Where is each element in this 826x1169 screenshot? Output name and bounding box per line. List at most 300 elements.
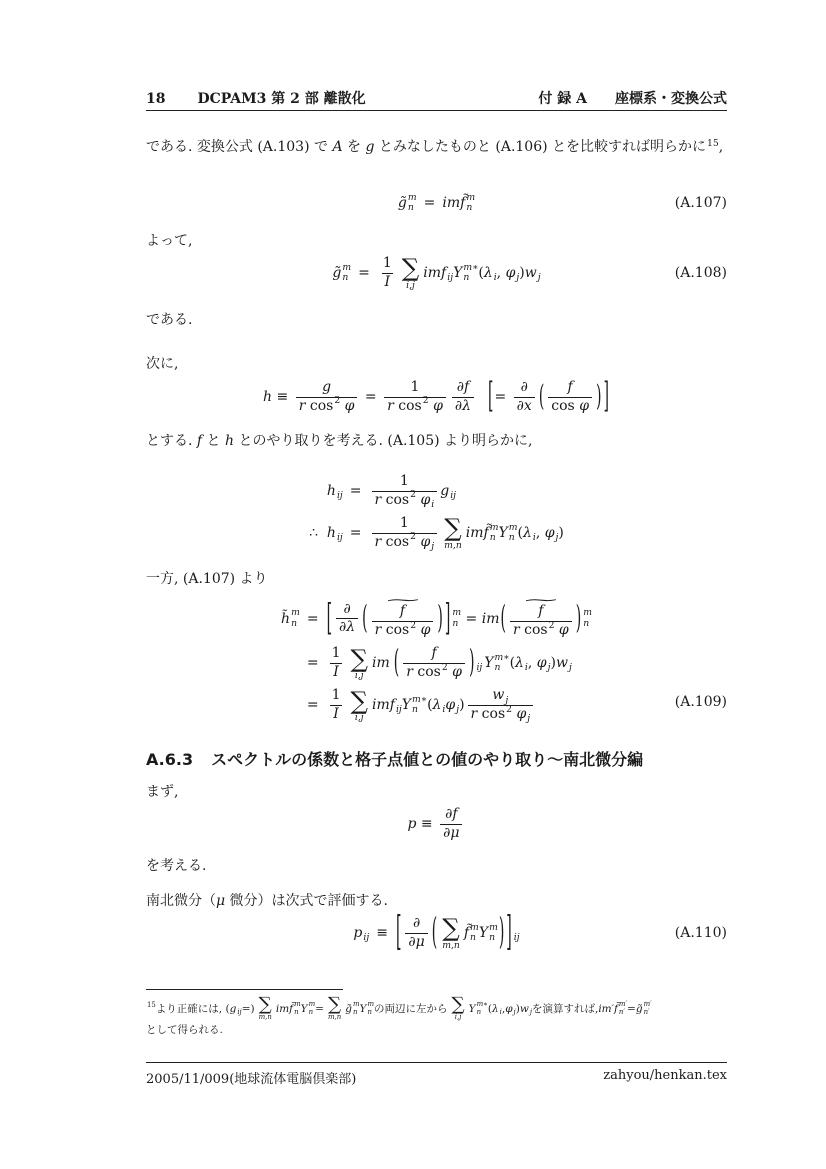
equation-hij xyxy=(146,473,727,551)
equation-relation: = xyxy=(423,195,436,212)
math-widetilde xyxy=(369,593,437,639)
math-text: ( xyxy=(517,524,523,541)
math-bracket: [ xyxy=(395,909,402,956)
math-scripted xyxy=(520,1003,532,1015)
math-sub: n xyxy=(294,1007,299,1016)
math-text: 1 xyxy=(331,687,341,704)
math-sub: j xyxy=(516,271,520,283)
sum-limits: m,n xyxy=(444,539,462,551)
math-row xyxy=(442,193,475,214)
math-row xyxy=(454,379,472,397)
math-supsub xyxy=(452,608,461,629)
math-text: cos xyxy=(305,397,334,414)
sum-operator xyxy=(259,996,272,1021)
math-text: cos xyxy=(519,621,548,638)
header-left xyxy=(146,88,366,108)
math-var: im xyxy=(481,610,500,627)
math-sup: m xyxy=(294,999,301,1008)
equation-tag: (A.108) xyxy=(674,264,727,281)
math-row xyxy=(281,608,300,629)
equation-tag: (A.109) xyxy=(674,694,727,711)
math-scripted xyxy=(523,524,536,542)
equation-relation: = xyxy=(349,482,362,499)
math-text: cos xyxy=(381,491,410,508)
math-sub: n xyxy=(494,662,501,674)
sigma-icon: ∑ xyxy=(328,994,342,1015)
math-scripted xyxy=(492,687,508,705)
math-text: ) xyxy=(550,655,556,672)
math-text: である. xyxy=(146,312,193,328)
math-scripted xyxy=(505,1003,516,1015)
math-var: φ xyxy=(544,524,555,541)
sigma-icon: ∑ xyxy=(350,685,368,715)
math-row xyxy=(514,397,535,416)
math-scripted xyxy=(582,608,592,629)
equation-a110 xyxy=(146,909,727,956)
math-row xyxy=(146,996,727,1037)
math-text: とのやり取りを考える. (A.105) より明らかに, xyxy=(234,433,533,449)
math-sup: m xyxy=(308,999,316,1008)
header-rule xyxy=(146,110,727,111)
math-var: h xyxy=(326,482,336,499)
math-sup: m xyxy=(583,607,592,619)
math-var: g xyxy=(229,1002,237,1015)
sigma-icon: ∑ xyxy=(442,913,460,943)
equation-grid xyxy=(281,593,592,725)
paragraph-mazu xyxy=(146,782,727,802)
math-sub: n xyxy=(470,932,476,943)
math-text: = xyxy=(461,610,482,627)
math-var: f̃ xyxy=(463,924,470,941)
math-var: w xyxy=(524,264,537,281)
math-scripted xyxy=(440,482,456,500)
math-row xyxy=(452,397,474,416)
math-var: p xyxy=(353,924,363,941)
equation-grid xyxy=(353,909,520,956)
math-text: cos xyxy=(412,663,441,680)
math-text: まず, xyxy=(146,784,179,800)
math-var: r xyxy=(374,491,382,508)
math-fraction xyxy=(384,379,446,415)
math-scripted xyxy=(513,927,520,943)
math-var: im′ xyxy=(598,1002,615,1015)
math-sup: 15 xyxy=(147,1000,156,1009)
math-scripted xyxy=(469,1001,488,1017)
equation-h-definition xyxy=(146,376,727,417)
math-text: 微分）は次式で評価する. xyxy=(225,893,389,909)
math-row xyxy=(146,433,533,449)
math-sup: m xyxy=(452,607,462,619)
math-fraction xyxy=(296,379,358,415)
math-supsub xyxy=(489,923,498,944)
math-row xyxy=(326,645,572,681)
math-scripted xyxy=(416,492,434,510)
math-text: , xyxy=(496,264,506,281)
math-scripted xyxy=(409,531,416,548)
math-scripted xyxy=(537,654,551,672)
math-bracket: ) xyxy=(437,600,443,637)
math-row xyxy=(309,524,343,542)
math-text: である. 変換公式 (A.103) で xyxy=(146,139,333,155)
math-sup: m xyxy=(407,192,417,203)
math-scripted xyxy=(301,1001,316,1017)
math-text: ( xyxy=(478,264,484,281)
math-row xyxy=(377,255,541,291)
math-sub: n xyxy=(352,1007,358,1016)
equation-a107 xyxy=(146,193,727,214)
math-sub: j xyxy=(537,271,541,283)
math-sub: n xyxy=(466,202,473,214)
math-scripted xyxy=(289,1001,300,1017)
equation-relation: = xyxy=(306,655,319,672)
paragraph-intro xyxy=(146,137,727,157)
math-sub: n xyxy=(367,1007,372,1016)
math-var: φ xyxy=(445,697,456,714)
math-var: f xyxy=(431,645,437,662)
equation-grid xyxy=(309,473,564,551)
math-var: r xyxy=(374,533,382,550)
math-text: , xyxy=(535,524,545,541)
math-var: f̃ xyxy=(614,1002,618,1015)
math-bracket: ] xyxy=(444,597,451,640)
math-var: φ xyxy=(416,533,431,550)
math-sub: ij xyxy=(450,489,457,501)
sum-limits: m,n xyxy=(327,1013,342,1022)
math-var: h xyxy=(225,433,235,449)
math-text: ) xyxy=(459,697,465,714)
equation-grid xyxy=(398,193,475,214)
math-scripted xyxy=(327,482,343,500)
math-var: ∂f xyxy=(445,806,458,822)
math-text: = xyxy=(315,1002,324,1015)
math-var: r xyxy=(298,397,306,414)
math-scripted xyxy=(333,395,341,412)
math-row xyxy=(146,784,178,800)
math-var: g̃ xyxy=(332,264,342,281)
paragraph-yotte xyxy=(146,231,727,251)
sum-operator xyxy=(442,913,460,951)
math-row xyxy=(327,482,343,500)
math-row xyxy=(510,621,572,640)
math-scripted xyxy=(433,696,446,714)
math-var: μ xyxy=(216,893,226,909)
math-sup: m∗ xyxy=(476,999,488,1008)
math-scripted xyxy=(515,654,528,672)
math-supsub xyxy=(353,1001,360,1017)
math-text: ) xyxy=(558,524,564,541)
math-text: 次に, xyxy=(146,356,179,372)
math-fraction xyxy=(380,255,395,291)
math-scripted xyxy=(706,137,719,155)
math-text: cos xyxy=(551,397,580,414)
math-var: g xyxy=(440,482,450,499)
math-var: f xyxy=(441,264,447,281)
math-sub: n xyxy=(508,532,515,543)
math-bracket: ( xyxy=(500,600,506,637)
page-header xyxy=(146,88,727,108)
math-row xyxy=(263,376,610,417)
math-row xyxy=(440,824,462,843)
math-var: φ xyxy=(340,397,355,414)
math-sup: 2 xyxy=(422,395,429,407)
math-supsub xyxy=(466,193,475,214)
equation-relation: = xyxy=(306,610,319,627)
sigma-icon: ∑ xyxy=(401,253,420,283)
math-bracket: ) xyxy=(498,911,505,954)
math-fraction xyxy=(514,379,535,415)
math-var: φ xyxy=(536,655,547,672)
math-sup: m xyxy=(489,521,499,533)
math-text: ( xyxy=(427,697,433,714)
math-text: 一方, (A.107) より xyxy=(146,571,268,587)
math-var: h xyxy=(326,524,336,541)
math-scripted xyxy=(614,1001,627,1017)
math-var: Y xyxy=(478,924,489,941)
math-row xyxy=(548,397,592,416)
math-var: ∂x xyxy=(516,397,532,414)
math-supsub xyxy=(619,1001,627,1017)
math-sub: j xyxy=(555,531,559,543)
math-supsub xyxy=(463,263,478,284)
math-var: φ xyxy=(512,705,527,722)
math-row xyxy=(146,356,178,372)
math-supsub xyxy=(294,1001,301,1017)
math-text: cos xyxy=(381,621,410,638)
sum-operator xyxy=(452,996,465,1021)
math-var: g xyxy=(322,379,332,395)
math-var: f xyxy=(538,603,544,620)
math-scripted xyxy=(398,193,417,214)
math-var: f̃ xyxy=(460,195,466,212)
math-var: f xyxy=(567,379,573,395)
page-number: 18 xyxy=(146,91,166,107)
math-text: cos xyxy=(477,705,506,722)
math-supsub xyxy=(644,1001,652,1017)
math-row xyxy=(405,933,427,952)
page-footer xyxy=(146,1068,727,1087)
equation-a108 xyxy=(146,255,727,291)
math-sup: m′ xyxy=(618,999,628,1008)
math-var: r xyxy=(374,621,382,638)
math-text: ≡ xyxy=(416,815,438,832)
math-var: φ xyxy=(579,397,589,414)
math-supsub xyxy=(583,608,592,629)
math-text: = xyxy=(627,1002,636,1015)
equation-rhs xyxy=(326,593,592,640)
math-scripted xyxy=(556,654,572,672)
math-var: w xyxy=(555,655,568,672)
equation-lhs xyxy=(281,608,300,629)
math-row xyxy=(384,397,446,416)
math-sub: j xyxy=(513,1008,516,1017)
widetilde-icon: ∼ xyxy=(520,593,561,607)
math-var: λ xyxy=(491,1002,499,1015)
math-row xyxy=(146,858,206,874)
math-bracket: ) xyxy=(575,600,582,637)
math-var: h̃ xyxy=(281,610,291,627)
math-sub: ij xyxy=(395,703,402,715)
math-bracket: ) xyxy=(468,644,475,682)
equation-rhs xyxy=(326,687,537,723)
math-var: ∂λ xyxy=(339,619,356,636)
math-bracket: ] xyxy=(603,376,609,417)
math-scripted xyxy=(525,264,541,282)
math-sub: j xyxy=(456,703,460,715)
sigma-icon: ∑ xyxy=(451,994,465,1015)
math-text: ) xyxy=(515,1002,520,1015)
math-supsub xyxy=(309,1001,316,1017)
math-row xyxy=(326,593,592,640)
math-sub: n′ xyxy=(643,1007,650,1016)
math-sup: 2 xyxy=(334,395,341,407)
math-fraction xyxy=(468,687,534,723)
math-scripted xyxy=(479,923,498,944)
math-fraction xyxy=(510,603,572,639)
math-sup: 2 xyxy=(410,489,416,501)
math-fraction xyxy=(405,915,427,951)
math-text: 1 xyxy=(382,255,392,271)
math-bracket: ] xyxy=(506,909,512,956)
math-row xyxy=(146,139,723,155)
math-bracket: [ xyxy=(488,376,494,417)
equation-lhs xyxy=(327,482,343,500)
math-var: p xyxy=(407,815,417,832)
math-row xyxy=(146,312,192,328)
math-sub: n′ xyxy=(618,1007,625,1016)
math-var: ∂ xyxy=(343,600,351,617)
math-sub: j xyxy=(547,661,551,673)
math-text: 1 xyxy=(331,645,341,662)
math-text: , xyxy=(527,655,537,672)
math-text: 1 xyxy=(399,473,409,489)
math-var: Y xyxy=(498,524,508,541)
math-text: ≡ xyxy=(272,388,293,405)
math-var: im xyxy=(275,1002,290,1015)
sigma-icon: ∑ xyxy=(350,643,368,673)
math-var: φ xyxy=(505,264,516,281)
math-sub: ij xyxy=(336,489,343,501)
sigma-icon: ∑ xyxy=(444,513,462,543)
math-scripted xyxy=(484,653,509,674)
math-var: im xyxy=(442,195,461,212)
math-row xyxy=(403,663,465,682)
math-text: を演算すれば, xyxy=(531,1003,599,1016)
math-row xyxy=(408,806,466,842)
math-scripted xyxy=(499,523,518,544)
math-var: φ xyxy=(505,1002,513,1015)
math-sub: n xyxy=(476,1007,482,1016)
math-supsub xyxy=(477,1001,488,1017)
math-scripted xyxy=(230,1003,242,1015)
math-var: Y xyxy=(453,264,463,281)
math-var: Y xyxy=(359,1002,367,1015)
equation-lhs xyxy=(332,263,351,284)
math-sub: j xyxy=(568,661,572,673)
math-fraction xyxy=(372,603,434,639)
math-scripted xyxy=(484,523,499,544)
math-var: A xyxy=(332,139,343,155)
math-var: I xyxy=(330,705,342,724)
header-appendix-title: 付 録 A 座標系・変換公式 xyxy=(538,91,727,107)
math-text: ) xyxy=(519,264,525,281)
sum-limits: i,j xyxy=(354,711,364,723)
math-var: λ xyxy=(483,264,493,281)
math-text: よって, xyxy=(146,233,193,249)
math-fraction xyxy=(440,806,462,842)
math-sup: m∗ xyxy=(463,261,479,273)
math-var: φ xyxy=(447,663,462,680)
math-scripted xyxy=(390,696,402,714)
math-text: =) xyxy=(241,1002,255,1015)
equation-rhs xyxy=(377,255,541,291)
math-text: を考える. xyxy=(146,858,207,874)
math-var: r xyxy=(512,621,520,638)
math-var: g̃ xyxy=(635,1002,643,1015)
math-scripted xyxy=(360,1001,375,1017)
math-text: とみなしたものと (A.106) とを比較すれば明らかに xyxy=(374,139,707,155)
equation-a109 xyxy=(146,593,727,725)
sum-limits: i,j xyxy=(454,1013,462,1022)
math-text: ∴ xyxy=(309,524,327,541)
sum-operator xyxy=(401,253,420,291)
equation-rhs xyxy=(395,909,520,956)
math-scripted xyxy=(464,923,479,944)
math-sub: n xyxy=(583,617,590,629)
math-text: = xyxy=(494,388,511,405)
math-row xyxy=(369,473,457,509)
math-sub: i xyxy=(493,271,497,283)
math-row xyxy=(336,618,358,637)
math-scripted xyxy=(146,1000,156,1013)
math-bracket: ( xyxy=(393,644,400,682)
math-row xyxy=(326,687,537,723)
sum-limits: m,n xyxy=(442,939,460,951)
math-text: = xyxy=(360,388,382,405)
equation-rhs xyxy=(326,645,572,681)
math-supsub xyxy=(509,523,518,544)
math-var: ∂λ xyxy=(454,397,472,414)
math-var: f xyxy=(399,603,406,620)
math-text: cos xyxy=(393,397,422,414)
equation-lhs xyxy=(309,524,343,542)
math-sub: n xyxy=(463,272,470,283)
equation-relation: = xyxy=(358,264,370,281)
math-sup: 2 xyxy=(506,703,513,715)
math-var: h xyxy=(263,388,273,405)
math-supsub xyxy=(470,923,479,944)
sum-limits: i,j xyxy=(354,669,364,681)
math-text: 1 xyxy=(410,379,420,395)
math-row xyxy=(146,571,268,587)
math-sub: n xyxy=(452,617,459,629)
math-sub: n xyxy=(412,704,418,716)
math-supsub xyxy=(412,695,427,716)
math-bracket: ( xyxy=(362,600,368,637)
math-sup: m xyxy=(291,607,300,619)
math-scripted xyxy=(460,193,475,214)
math-row xyxy=(332,263,351,284)
math-row xyxy=(146,233,192,249)
math-text: を xyxy=(342,139,366,155)
equation-tag: (A.107) xyxy=(674,195,727,212)
math-supsub xyxy=(408,193,417,214)
math-sup: m xyxy=(489,921,498,933)
math-var: ∂μ xyxy=(408,933,425,950)
math-sub: ij xyxy=(513,931,520,943)
paragraph-ippou xyxy=(146,569,727,589)
math-bracket: [ xyxy=(326,597,333,640)
math-var: λ xyxy=(522,524,532,541)
